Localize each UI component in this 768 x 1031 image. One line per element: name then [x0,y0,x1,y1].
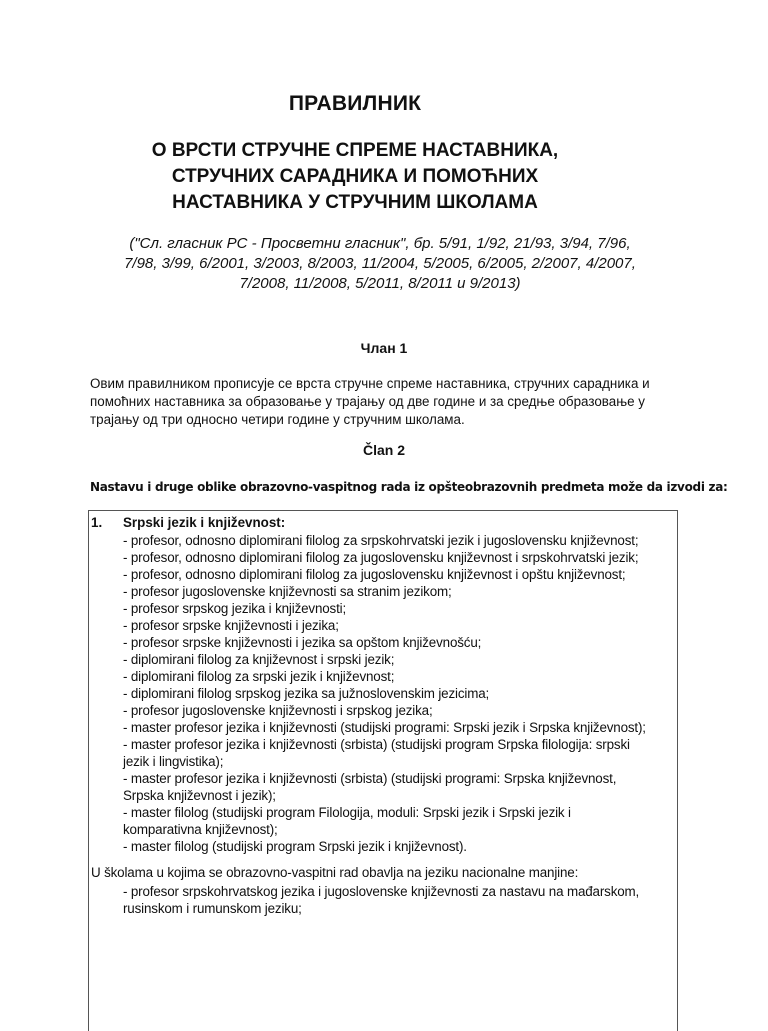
list-item: - master profesor jezika i književnosti (studijski programi: Srpski jezik i Srpska književnost); [123,720,646,735]
list-item: - diplomirani filolog za književnost i srpski jezik; [123,652,395,667]
list-item: - profesor srpske književnosti i jezika sa opštom književnošću; [123,635,482,650]
article-1-heading: Члан 1 [360,340,408,356]
article-1-text [90,375,690,429]
gazette-line: 7/2008, 11/2008, 5/2011, 8/2011 и 9/2013) [239,275,521,292]
subject-heading [91,515,285,530]
list-item: - profesor, odnosno diplomirani filolog za srpskohrvatski jezik i jugoslovensku književnost; [123,533,639,548]
list-item: - profesor srpskohrvatskog jezika i jugoslovenske književnosti za nastavu na mađarskom, [123,884,640,899]
subtitle-line: О ВРСТИ СТРУЧНЕ СПРЕМЕ НАСТАВНИКА, [151,140,559,161]
list-item: - master profesor jezika i književnosti (srbista) (studijski programi: Srpska književnost, [123,771,617,786]
list-item: - profesor jugoslovenske književnosti i srpskog jezika; [123,703,433,718]
gazette-reference [90,234,670,294]
list-item: jezik i lingvistika); [123,754,224,769]
article-1-line: трајању од три односно четири године у стручним школама. [90,412,465,427]
article-2-intro: Nastavu i druge oblike obrazovno-vaspitnog rada iz opšteobrazovnih predmeta može da izvodi za: [90,480,728,494]
document-subtitle [0,138,710,216]
list-item: - diplomirani filolog srpskog jezika sa južnoslovenskim jezicima; [123,686,490,701]
list-item: - profesor srpske književnosti i jezika; [123,618,339,633]
subject-number: 1. [91,515,103,530]
subject-table [88,510,678,1031]
list-item: - master filolog (studijski program Filologija, moduli: Srpski jezik i Srpski jezik i [123,805,571,820]
article-2-heading: Član 2 [362,442,405,458]
article-1-line: Овим правилником прописује се врста стручне спреме наставника, стручних сарадника и [90,376,650,391]
subtitle-line: СТРУЧНИХ САРАДНИКА И ПОМОЋНИХ [171,166,539,187]
list-item: Srpska književnost i jezik); [123,788,276,803]
list-item: - profesor srpskog jezika i književnosti; [123,601,347,616]
article-1-line: помоћних наставника за образовање у трајању од две године и за средње образовање у [90,394,645,409]
list-item: - profesor, odnosno diplomirani filolog za jugoslovensku književnost i srpskohrvatski jezik; [123,550,639,565]
list-item: - master profesor jezika i književnosti (srbista) (studijski program Srpska filologija: srpski [123,737,630,752]
qualification-list [123,532,683,855]
subtitle-line: НАСТАВНИКА У СТРУЧНИМ ШКОЛАМА [172,192,538,213]
list-item: - master filolog (studijski program Srpski jezik i književnost). [123,839,467,854]
list-item: - profesor, odnosno diplomirani filolog za jugoslovensku književnost i opštu književnost; [123,567,626,582]
minority-intro: U školama u kojima se obrazovno-vaspitni rad obavlja na jeziku nacionalne manjine: [91,865,579,880]
subject-name: Srpski jezik i književnost: [123,515,286,530]
list-item: komparativna književnost); [123,822,278,837]
list-item: - profesor jugoslovenske književnosti sa stranim jezikom; [123,584,452,599]
list-item: - diplomirani filolog za srpski jezik i književnost; [123,669,395,684]
gazette-line: 7/98, 3/99, 6/2001, 3/2003, 8/2003, 11/2004, 5/2005, 6/2005, 2/2007, 4/2007, [124,255,636,272]
document-title: ПРАВИЛНИК [288,92,422,115]
gazette-line: ("Сл. гласник РС - Просветни гласник", бр. 5/91, 1/92, 21/93, 3/94, 7/96, [129,235,631,252]
minority-qualification-list [123,883,683,917]
list-item: rusinskom i rumunskom jeziku; [123,901,302,916]
